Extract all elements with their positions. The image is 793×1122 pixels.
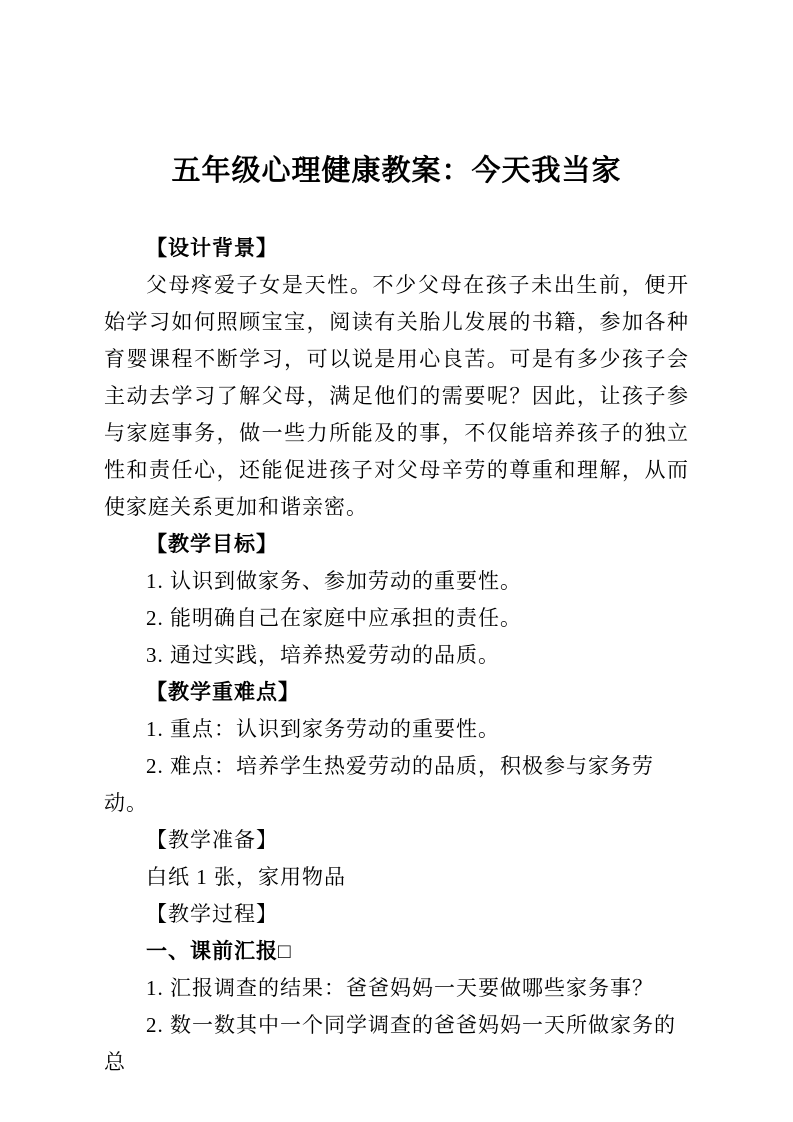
section-heading-teaching-process: 【教学过程】 xyxy=(146,902,278,926)
section-heading-design-background: 【设计背景】 xyxy=(146,236,278,260)
section-heading-teaching-goals: 【教学目标】 xyxy=(146,532,278,556)
document-title: 五年级心理健康教案：今天我当家 xyxy=(171,155,622,187)
pre-class-report-item-2: 2. 数一数其中一个同学调查的爸爸妈妈一天所做家务的总 xyxy=(104,1013,676,1074)
design-background-paragraph: 父母疼爱子女是天性。不少父母在孩子未出生前，便开始学习如何照顾宝宝，阅读有关胎儿发展的书籍，参加各种育婴课程不断学习，可以说是用心良苦。可是有多少孩子会主动去学习了解父母，满足他们的需要呢？因此，让孩子参与家庭事务，做一些力所能及的事，不仅能培养孩子的独立性和责任心，还能促进孩子对父母辛劳的尊重和理解，从而使家庭关系更加和谐亲密。 xyxy=(104,273,689,519)
section-heading-teaching-preparation: 【教学准备】 xyxy=(146,828,278,852)
key-point-item: 1. 重点：认识到家务劳动的重要性。 xyxy=(146,717,500,741)
teaching-goal-item-2: 2. 能明确自己在家庭中应承担的责任。 xyxy=(146,606,522,630)
document-body xyxy=(104,230,689,1081)
section-heading-key-difficult-points: 【教学重难点】 xyxy=(146,680,300,704)
teaching-goal-item-1: 1. 认识到做家务、参加劳动的重要性。 xyxy=(146,569,522,593)
teaching-preparation-item: 白纸 1 张，家用物品 xyxy=(146,865,346,889)
subheading-pre-class-report: 一、课前汇报□ xyxy=(146,939,292,963)
difficult-point-item: 2. 难点：培养学生热爱劳动的品质，积极参与家务劳动。 xyxy=(104,754,654,815)
pre-class-report-item-1: 1. 汇报调查的结果：爸爸妈妈一天要做哪些家务事？ xyxy=(146,976,654,1000)
teaching-goal-item-3: 3. 通过实践，培养热爱劳动的品质。 xyxy=(146,643,500,667)
